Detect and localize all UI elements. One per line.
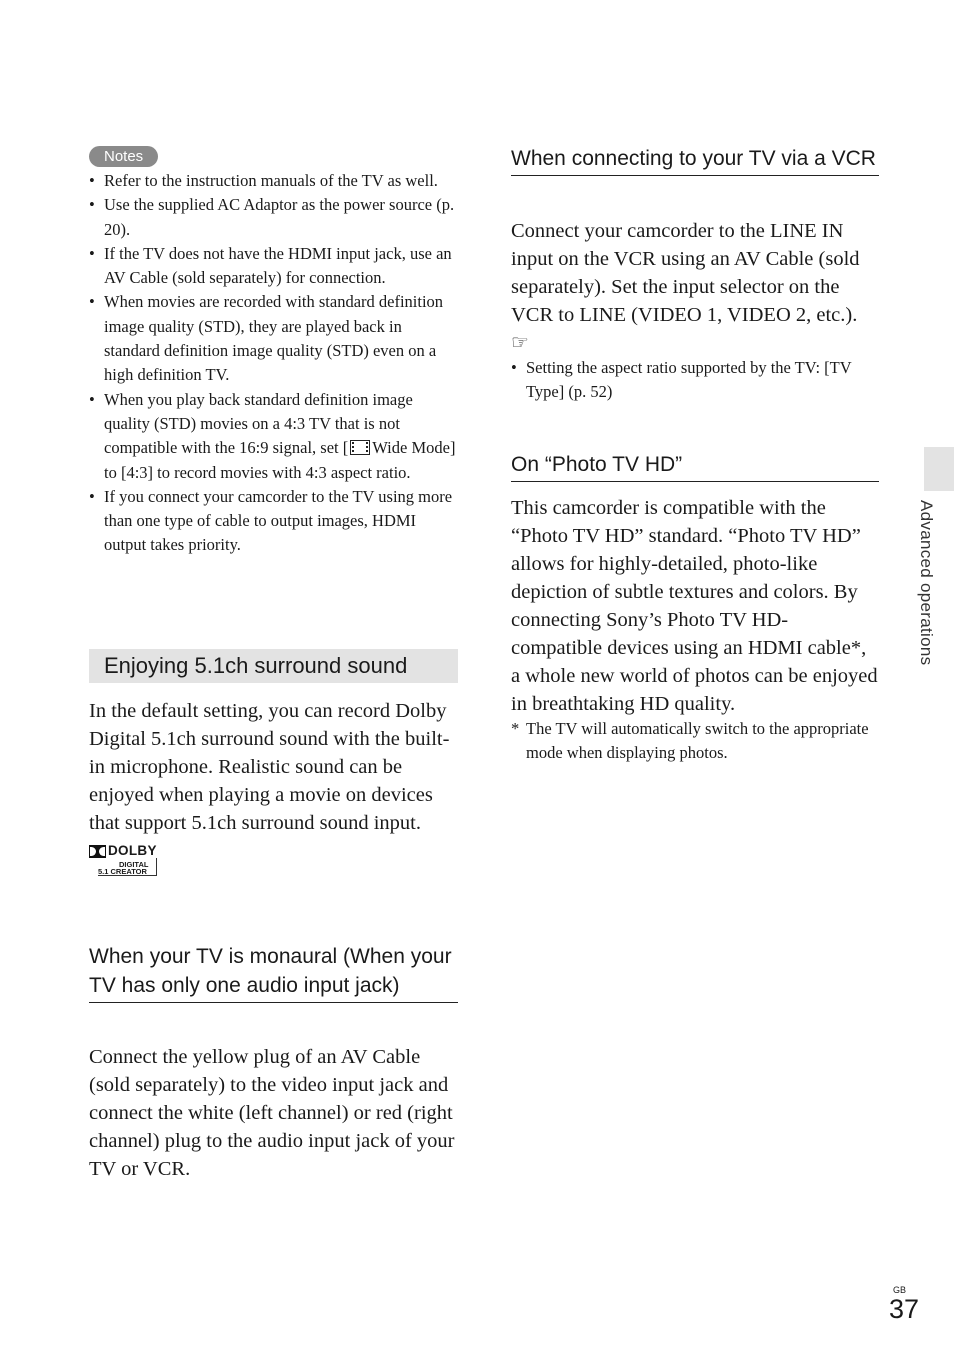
monaural-heading: When your TV is monaural (When your TV has only one audio input jack) <box>89 942 458 1003</box>
side-tab-marker <box>924 447 954 491</box>
note-item: • Use the supplied AC Adaptor as the power source (p. 20). <box>89 193 458 242</box>
vcr-tip: • Setting the aspect ratio supported by the TV: [TV Type] (p. 52) <box>511 356 879 405</box>
note-item: • If the TV does not have the HDMI input jack, use an AV Cable (sold separately) for connection. <box>89 242 458 291</box>
dolby-logo-line2: DIGITAL <box>119 860 149 869</box>
vcr-tip-list <box>511 356 879 405</box>
photo-tv-body: This camcorder is compatible with the “Photo TV HD” standard. “Photo TV HD” allows for highly-detailed, photo-like depiction of subtle textures and colors. By connecting Sony’s Photo TV HD-compatible devices using an HDMI cable*, a whole new world of photos can be enjoyed in breathtaking HD quality. <box>511 497 878 715</box>
photo-tv-footnote <box>511 717 879 766</box>
note-item: • Refer to the instruction manuals of the TV as well. <box>89 169 458 193</box>
surround-body: In the default setting, you can record Dolby Digital 5.1ch surround sound with the built-in microphone. Realistic sound can be enjoyed when playing a movie on devices that support 5.1ch surround sound input. <box>89 700 450 834</box>
side-tab-label: Advanced operations <box>917 500 936 666</box>
notes-label: Notes <box>89 146 158 167</box>
surround-heading: Enjoying 5.1ch surround sound <box>89 649 458 683</box>
note-text-before: When you play back standard definition image quality (STD) movies on a 4:3 TV that is not compatible with the 16:9 signal, set [ <box>104 389 413 458</box>
wide-mode-film-icon <box>350 440 370 455</box>
note-item: • When movies are recorded with standard definition image quality (STD), they are played back in standard definition image quality (STD) even on a high definition TV. <box>89 290 458 387</box>
notes-list <box>89 169 458 558</box>
vcr-body-text: Connect your camcorder to the LINE IN input on the VCR using an AV Cable (sold separately). Set the input selector on the VCR to LINE (VIDEO 1, VIDEO 2, etc.). <box>511 220 860 326</box>
note-item: • If you connect your camcorder to the TV using more than one type of cable to output images, HDMI output takes priority. <box>89 485 458 558</box>
monaural-body: Connect the yellow plug of an AV Cable (sold separately) to the video input jack and connect the white (left channel) or red (right channel) plug to the audio input jack of your TV or VCR. <box>89 1046 455 1180</box>
page-number: 37 <box>889 1294 920 1324</box>
photo-tv-heading: On “Photo TV HD” <box>511 450 879 482</box>
dolby-digital-logo <box>89 845 159 877</box>
dolby-logo-word: DOLBY <box>108 843 157 858</box>
note-text-after: Wide Mode] to [4:3] to record movies with 4:3 aspect ratio. <box>104 438 456 482</box>
pointing-hand-icon: ☞ <box>511 332 529 354</box>
vcr-body <box>511 217 879 357</box>
note-item <box>89 388 458 485</box>
dolby-double-d-icon <box>89 845 106 858</box>
region-code: GB <box>893 1285 907 1295</box>
footnote-text: The TV will automatically switch to the appropriate mode when displaying photos. <box>526 719 869 763</box>
dolby-logo-line3: 5.1 CREATOR <box>98 867 147 876</box>
vcr-heading: When connecting to your TV via a VCR <box>511 144 879 176</box>
footnote-mark: * <box>511 719 520 738</box>
